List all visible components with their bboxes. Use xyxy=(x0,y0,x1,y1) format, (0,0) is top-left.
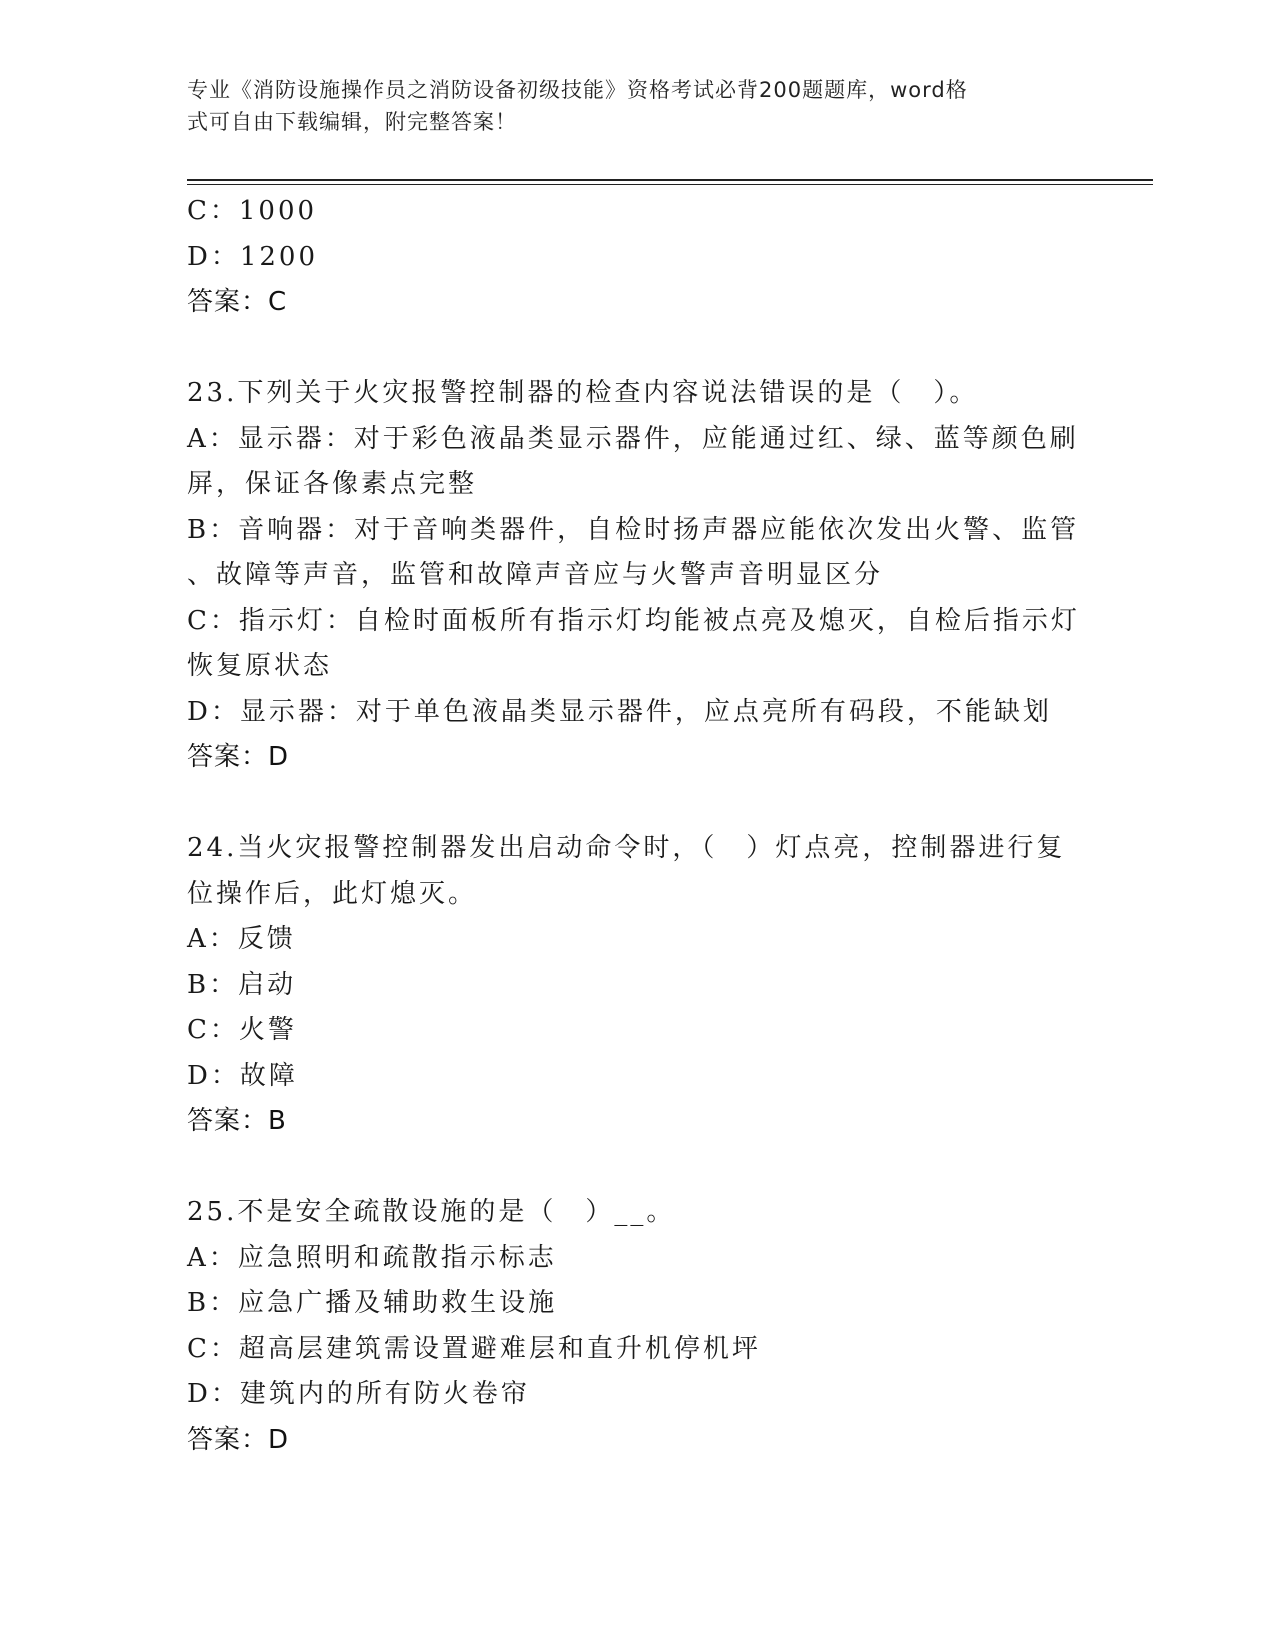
answer-line: 答案：D xyxy=(187,742,290,772)
option-line: B：音响器：对于音响类器件，自检时扬声器应能依次发出火警、监管 xyxy=(187,514,1080,545)
option-line: 、故障等声音，监管和故障声音应与火警声音明显区分 xyxy=(187,560,884,590)
answer-line: 答案：D xyxy=(187,1424,290,1455)
option-line: B：应急广播及辅助救生设施 xyxy=(187,1288,558,1318)
option-line: C：火警 xyxy=(187,1015,297,1045)
header-rule-thin xyxy=(187,184,1153,185)
option-line: C：超高层建筑需设置避难层和直升机停机坪 xyxy=(187,1333,761,1364)
question-stem: 24.当火灾报警控制器发出启动命令时，（ ）灯点亮，控制器进行复 xyxy=(187,833,1066,863)
option-line: B：启动 xyxy=(187,969,297,1000)
question-content xyxy=(187,189,1087,1463)
option-line: D：显示器：对于单色液晶类显示器件，应点亮所有码段，不能缺划 xyxy=(187,696,1052,727)
spacer xyxy=(187,1145,1087,1191)
question-block xyxy=(187,826,1087,1145)
option-line: D：建筑内的所有防火卷帘 xyxy=(187,1379,530,1409)
header-line: 专业《消防设施操作员之消防设备初级技能》资格考试必背200题题库，word格 xyxy=(187,78,968,102)
header-rule xyxy=(187,179,1153,181)
answer-line: 答案：C xyxy=(187,287,288,317)
option-line: A：反馈 xyxy=(187,924,296,954)
answer-line: 答案：B xyxy=(187,1106,287,1136)
option-line: 屏，保证各像素点完整 xyxy=(187,469,478,499)
question-block xyxy=(187,1190,1087,1463)
question-stem: 位操作后，此灯熄灭。 xyxy=(187,878,478,909)
option-line: A：应急照明和疏散指示标志 xyxy=(187,1242,557,1273)
option-line: D：1200 xyxy=(187,241,319,272)
option-line: 恢复原状态 xyxy=(187,651,333,681)
option-line: D：故障 xyxy=(187,1060,298,1091)
spacer xyxy=(187,326,1087,372)
question-stem: 25.不是安全疏散设施的是（ ）__。 xyxy=(187,1197,676,1227)
question-block xyxy=(187,371,1087,781)
spacer xyxy=(187,781,1087,827)
document-header xyxy=(187,74,1067,138)
option-line: C：1000 xyxy=(187,196,318,226)
question-stem: 23.下列关于火灾报警控制器的检查内容说法错误的是（ ）。 xyxy=(187,378,979,408)
header-line: 式可自由下载编辑，附完整答案！ xyxy=(187,110,517,134)
option-line: A：显示器：对于彩色液晶类显示器件，应能通过红、绿、蓝等颜色刷 xyxy=(187,423,1079,454)
option-line: C：指示灯：自检时面板所有指示灯均能被点亮及熄灭，自检后指示灯 xyxy=(187,605,1080,636)
